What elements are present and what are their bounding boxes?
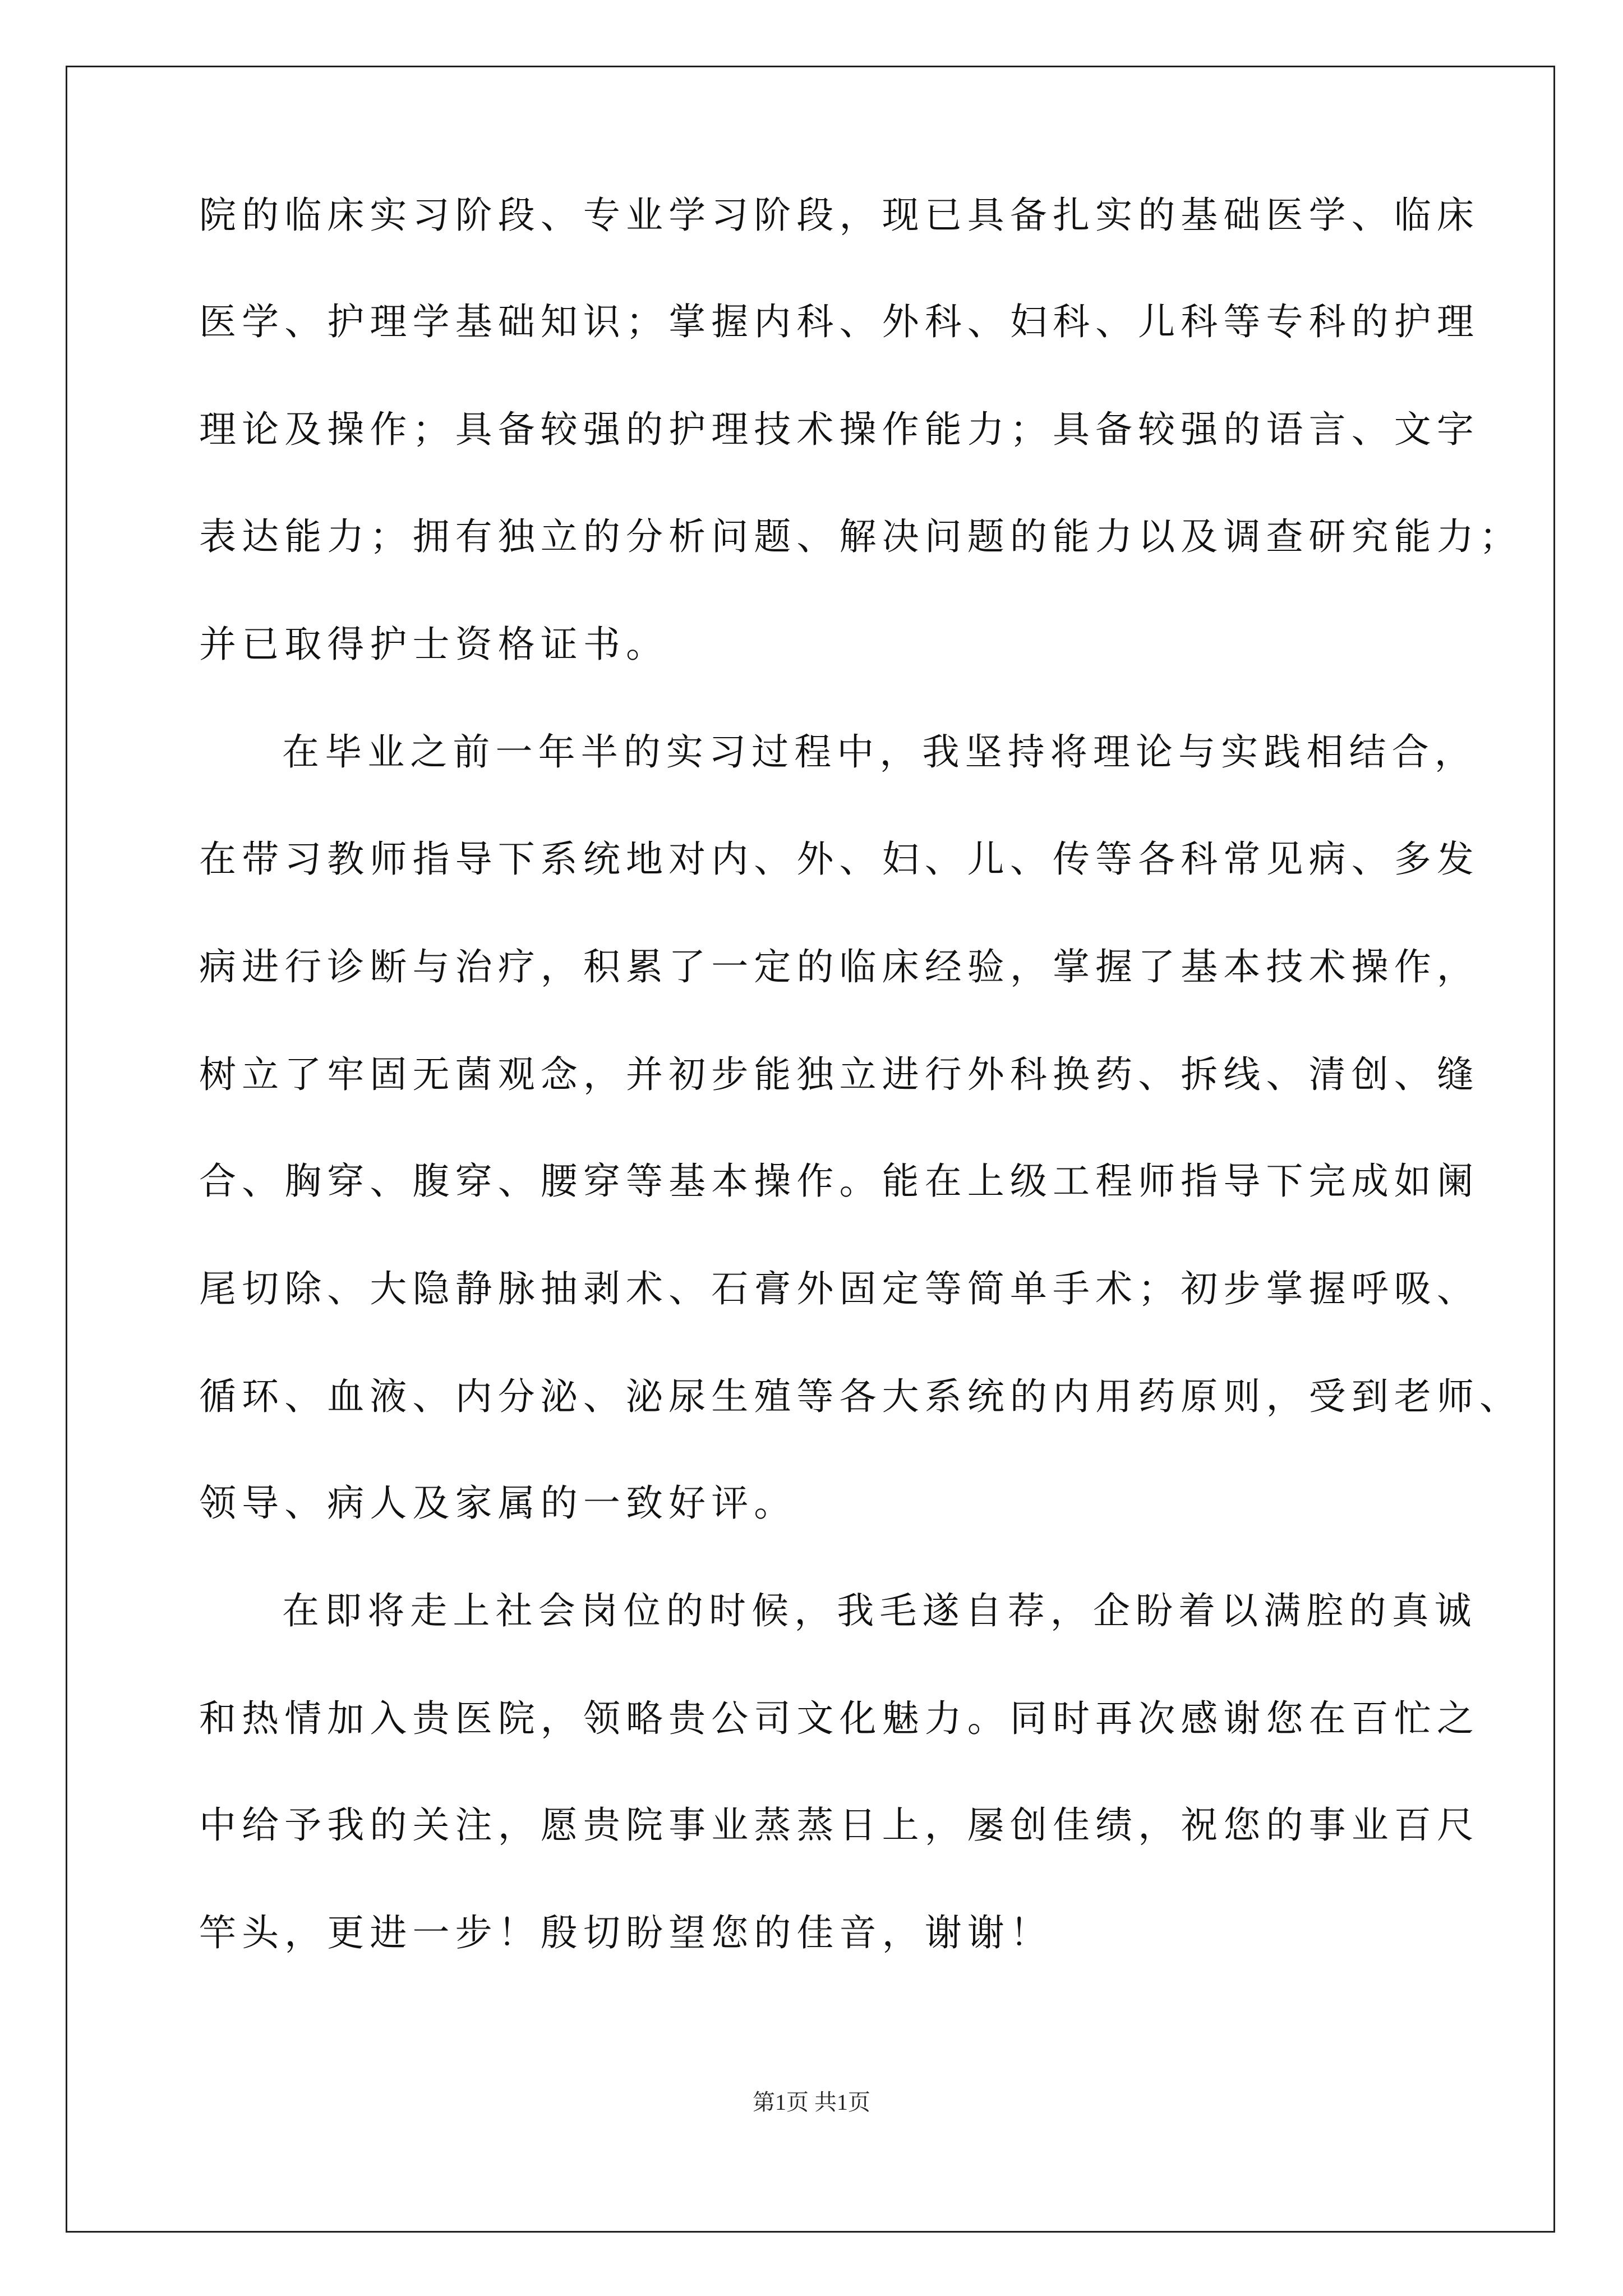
page-footer: 第1页 共1页: [753, 2090, 870, 2115]
text-line: 在即将走上社会岗位的时候，我毛遂自荐，企盼着以满腔的真诚: [282, 1589, 1477, 1632]
text-line: 竿头，更进一步！殷切盼望您的佳音，谢谢！: [199, 1911, 1053, 1954]
text-line: 院的临床实习阶段、专业学习阶段，现已具备扎实的基础医学、临床: [199, 194, 1479, 237]
page-border: [66, 66, 1555, 2233]
text-line: 领导、病人及家属的一致好评。: [199, 1481, 797, 1525]
text-line: 病进行诊断与治疗，积累了一定的临床经验，掌握了基本技术操作，: [199, 945, 1479, 988]
text-line: 理论及操作；具备较强的护理技术操作能力；具备较强的语言、文字: [199, 408, 1479, 451]
text-line: 在带习教师指导下系统地对内、外、妇、儿、传等各科常见病、多发: [199, 838, 1479, 881]
text-line: 合、胸穿、腹穿、腰穿等基本操作。能在上级工程师指导下完成如阑: [199, 1159, 1479, 1203]
text-line: 树立了牢固无菌观念，并初步能独立进行外科换药、拆线、清创、缝: [199, 1053, 1479, 1096]
text-line: 医学、护理学基础知识；掌握内科、外科、妇科、儿科等专科的护理: [199, 300, 1479, 343]
text-line: 尾切除、大隐静脉抽剥术、石膏外固定等简单手术；初步掌握呼吸、: [199, 1267, 1479, 1310]
text-line: 表达能力；拥有独立的分析问题、解决问题的能力以及调查研究能力；: [199, 515, 1523, 558]
text-line: 并已取得护士资格证书。: [199, 623, 669, 666]
text-line: 中给予我的关注，愿贵院事业蒸蒸日上，屡创佳绩，祝您的事业百尺: [199, 1803, 1479, 1847]
text-line: 和热情加入贵医院，领略贵公司文化魅力。同时再次感谢您在百忙之: [199, 1697, 1479, 1740]
text-line: 循环、血液、内分泌、泌尿生殖等各大系统的内用药原则，受到老师、: [199, 1375, 1523, 1418]
text-line: 在毕业之前一年半的实习过程中，我坚持将理论与实践相结合，: [282, 730, 1477, 774]
